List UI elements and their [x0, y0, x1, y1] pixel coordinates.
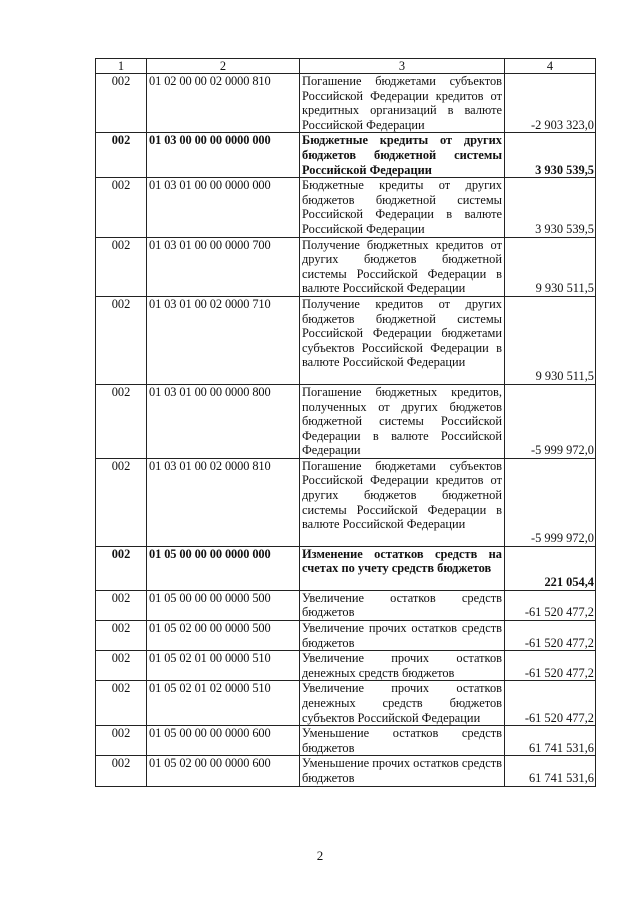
header-col-2: 2: [147, 59, 300, 74]
admin-code-cell: 002: [96, 726, 147, 756]
description-cell: Увеличение прочих остатков денежных средств бюджетов субъектов Российской Федерации: [300, 681, 505, 726]
table-row: [96, 74, 596, 133]
budget-sources-table: [95, 58, 596, 787]
admin-code-cell: 002: [96, 681, 147, 726]
amount-cell: -61 520 477,2: [505, 621, 596, 651]
header-col-1: 1: [96, 59, 147, 74]
amount-cell: -2 903 323,0: [505, 74, 596, 133]
table-row: [96, 458, 596, 546]
budget-code-cell: 01 03 01 00 00 0000 800: [147, 384, 300, 458]
budget-code-cell: 01 03 01 00 00 0000 700: [147, 237, 300, 296]
table-row: [96, 546, 596, 590]
amount-cell: 3 930 539,5: [505, 178, 596, 237]
budget-code-cell: 01 05 00 00 00 0000 000: [147, 546, 300, 590]
description-cell: Погашение бюджетами субъектов Российской Федерации кредитов от кредитных организаций в валюте Российской Федерации: [300, 74, 505, 133]
description-cell: Увеличение остатков средств бюджетов: [300, 590, 505, 620]
description-cell: Изменение остатков средств на счетах по учету средств бюджетов: [300, 546, 505, 590]
admin-code-cell: 002: [96, 237, 147, 296]
budget-code-cell: 01 05 02 00 00 0000 500: [147, 621, 300, 651]
admin-code-cell: 002: [96, 74, 147, 133]
amount-cell: 61 741 531,6: [505, 756, 596, 786]
table-row: [96, 621, 596, 651]
amount-cell: 221 054,4: [505, 546, 596, 590]
budget-code-cell: 01 02 00 00 02 0000 810: [147, 74, 300, 133]
description-cell: Погашение бюджетных кредитов, полученных от других бюджетов бюджетной системы Российской Федерации в валюте Российской Федерации: [300, 384, 505, 458]
table-row: [96, 756, 596, 786]
amount-cell: -61 520 477,2: [505, 681, 596, 726]
table-row: [96, 726, 596, 756]
admin-code-cell: 002: [96, 458, 147, 546]
table-body: [96, 74, 596, 787]
admin-code-cell: 002: [96, 621, 147, 651]
description-cell: Получение кредитов от других бюджетов бюджетной системы Российской Федерации бюджетами субъектов Российской Федерации в валюте Российской Федерации: [300, 296, 505, 384]
amount-cell: -61 520 477,2: [505, 651, 596, 681]
table-row: [96, 384, 596, 458]
budget-code-cell: 01 03 01 00 00 0000 000: [147, 178, 300, 237]
admin-code-cell: 002: [96, 296, 147, 384]
description-cell: Уменьшение прочих остатков средств бюджетов: [300, 756, 505, 786]
header-row: [96, 59, 596, 74]
table-row: [96, 590, 596, 620]
budget-code-cell: 01 03 01 00 02 0000 810: [147, 458, 300, 546]
budget-code-cell: 01 05 02 00 00 0000 600: [147, 756, 300, 786]
description-cell: Увеличение прочих остатков денежных средств бюджетов: [300, 651, 505, 681]
table-row: [96, 237, 596, 296]
admin-code-cell: 002: [96, 133, 147, 178]
description-cell: Получение бюджетных кредитов от других бюджетов бюджетной системы Российской Федерации в валюте Российской Федерации: [300, 237, 505, 296]
table-row: [96, 651, 596, 681]
admin-code-cell: 002: [96, 546, 147, 590]
budget-code-cell: 01 05 00 00 00 0000 500: [147, 590, 300, 620]
budget-code-cell: 01 05 00 00 00 0000 600: [147, 726, 300, 756]
admin-code-cell: 002: [96, 178, 147, 237]
table-row: [96, 681, 596, 726]
description-cell: Уменьшение остатков средств бюджетов: [300, 726, 505, 756]
budget-code-cell: 01 03 00 00 00 0000 000: [147, 133, 300, 178]
table-row: [96, 133, 596, 178]
description-cell: Увеличение прочих остатков средств бюджетов: [300, 621, 505, 651]
amount-cell: -61 520 477,2: [505, 590, 596, 620]
amount-cell: -5 999 972,0: [505, 458, 596, 546]
admin-code-cell: 002: [96, 590, 147, 620]
admin-code-cell: 002: [96, 651, 147, 681]
admin-code-cell: 002: [96, 756, 147, 786]
page-number: 2: [316, 848, 324, 863]
amount-cell: 9 930 511,5: [505, 237, 596, 296]
budget-code-cell: 01 05 02 01 02 0000 510: [147, 681, 300, 726]
table-row: [96, 178, 596, 237]
amount-cell: -5 999 972,0: [505, 384, 596, 458]
table-row: [96, 296, 596, 384]
header-col-3: 3: [300, 59, 505, 74]
budget-code-cell: 01 05 02 01 00 0000 510: [147, 651, 300, 681]
admin-code-cell: 002: [96, 384, 147, 458]
description-cell: Бюджетные кредиты от других бюджетов бюджетной системы Российской Федерации в валюте Российской Федерации: [300, 178, 505, 237]
header-col-4: 4: [505, 59, 596, 74]
amount-cell: 3 930 539,5: [505, 133, 596, 178]
description-cell: Бюджетные кредиты от других бюджетов бюджетной системы Российской Федерации: [300, 133, 505, 178]
amount-cell: 9 930 511,5: [505, 296, 596, 384]
amount-cell: 61 741 531,6: [505, 726, 596, 756]
budget-code-cell: 01 03 01 00 02 0000 710: [147, 296, 300, 384]
description-cell: Погашение бюджетами субъектов Российской Федерации кредитов от других бюджетов бюджетной системы Российской Федерации в валюте Российской Федерации: [300, 458, 505, 546]
